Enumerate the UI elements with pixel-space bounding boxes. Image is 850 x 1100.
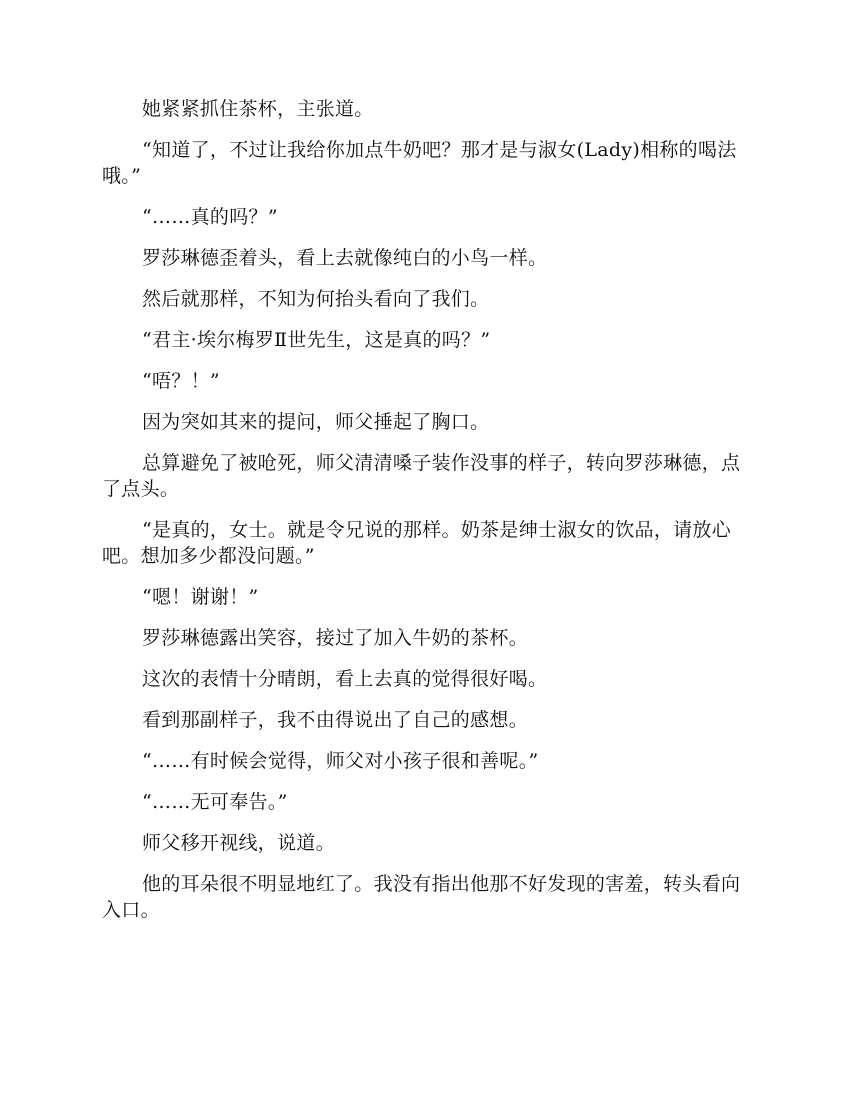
paragraph: “嗯！谢谢！” [142,586,259,608]
paragraph: 师父移开视线，说道。 [142,832,336,854]
paragraph: 总算避免了被呛死，师父清清嗓子装作没事的样子，转向罗莎琳德，点了点头。 [102,452,741,500]
paragraph: 他的耳朵很不明显地红了。我没有指出他那不好发现的害羞，转头看向入口。 [102,873,741,921]
document-page [102,96,752,938]
paragraph: 这次的表情十分晴朗，看上去真的觉得很好喝。 [142,668,548,690]
paragraph: 看到那副样子，我不由得说出了自己的感想。 [142,709,529,731]
paragraph: 因为突如其来的提问，师父捶起了胸口。 [142,411,490,433]
paragraph: 罗莎琳德歪着头，看上去就像纯白的小鸟一样。 [142,247,548,269]
paragraph: “……有时候会觉得，师父对小孩子很和善呢。” [142,750,539,772]
paragraph: 罗莎琳德露出笑容，接过了加入牛奶的茶杯。 [142,627,529,649]
paragraph: “唔？！” [142,370,220,392]
paragraph: “……真的吗？” [142,206,278,228]
paragraph: 她紧紧抓住茶杯，主张道。 [142,98,374,120]
paragraph: “知道了，不过让我给你加点牛奶吧？那才是与淑女(Lady)相称的喝法哦。” [102,139,737,187]
paragraph: “君主·埃尔梅罗Ⅱ世先生，这是真的吗？” [142,329,491,351]
paragraph: “是真的，女士。就是令兄说的那样。奶茶是绅士淑女的饮品，请放心吧。想加多少都没问题。” [102,519,732,567]
paragraph: “……无可奉告。” [142,791,288,813]
paragraph: 然后就那样，不知为何抬头看向了我们。 [142,288,490,310]
